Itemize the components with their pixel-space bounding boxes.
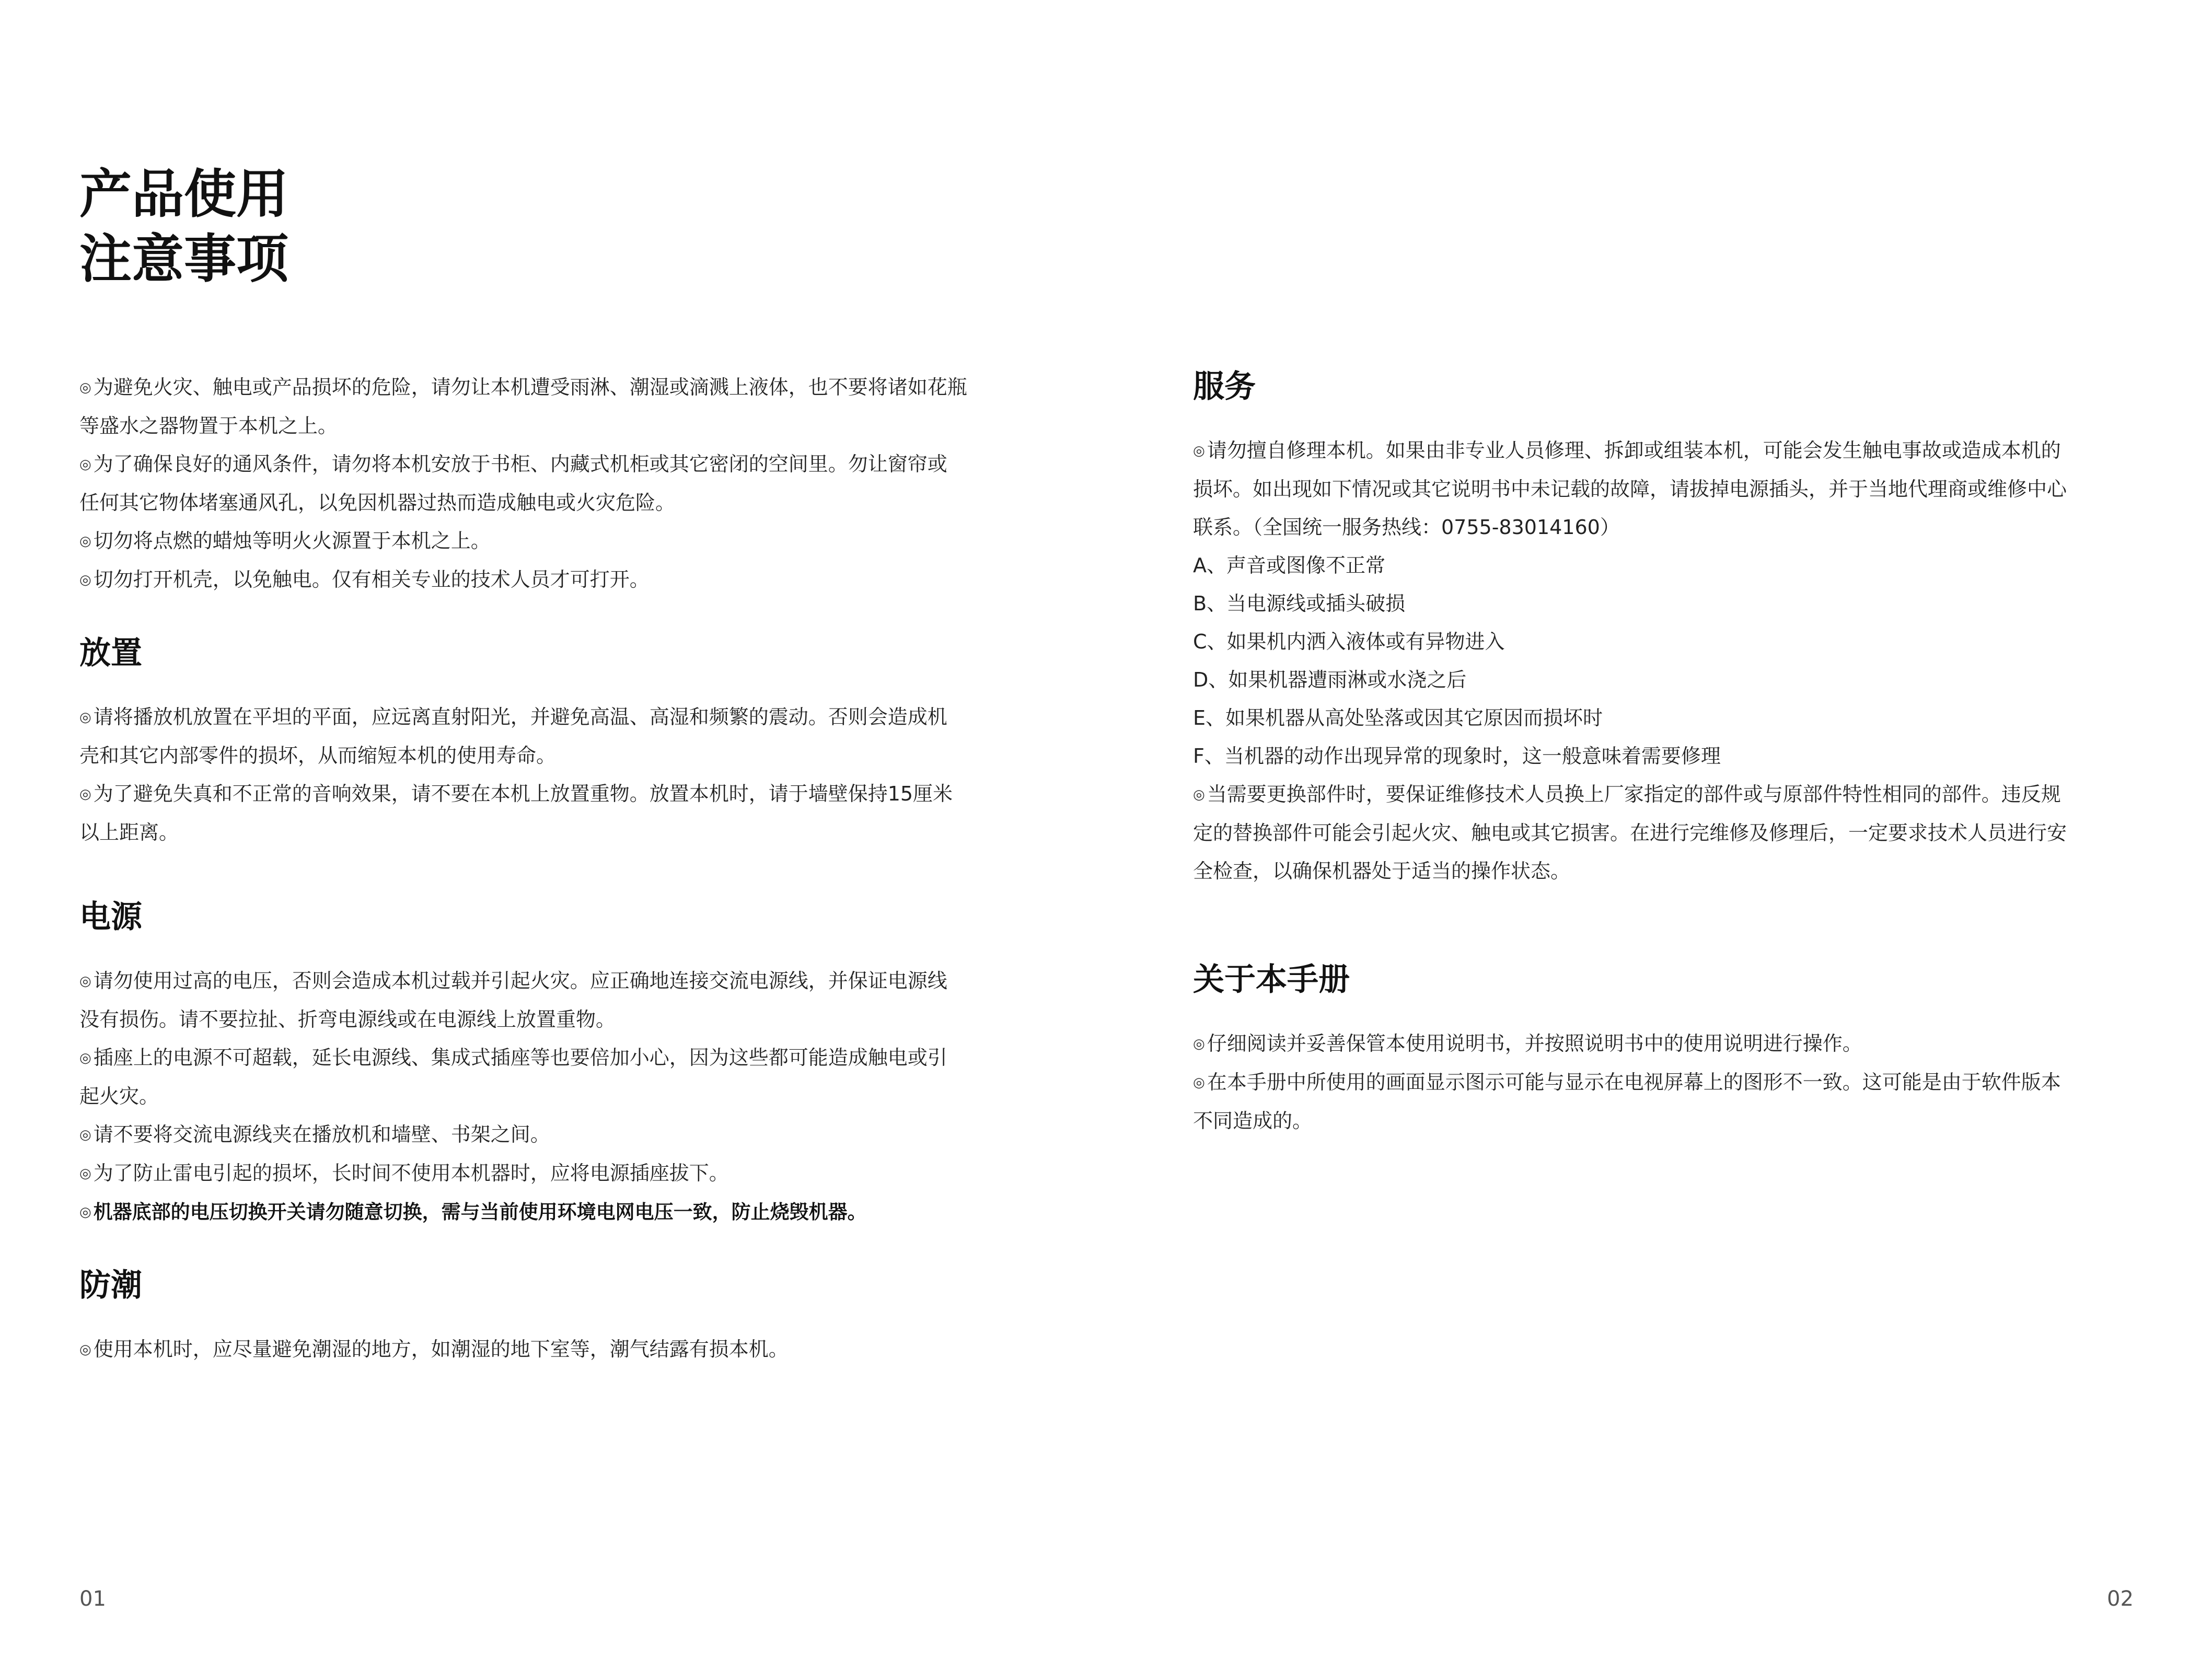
bullet-icon: ◎ <box>1193 443 1205 459</box>
bullet-icon: ◎ <box>79 710 91 725</box>
bullet-icon: ◎ <box>79 380 91 396</box>
service-list-item-d: D、如果机器遭雨淋或水浇之后 <box>1193 668 1467 691</box>
service-list-item-b: B、当电源线或插头破损 <box>1193 592 1406 615</box>
page-title-line-2: 注意事项 <box>79 228 288 289</box>
intro-item-3: ◎ 切勿将点燃的蜡烛等明火火源置于本机之上。 <box>79 529 491 552</box>
bullet-icon: ◎ <box>1193 1036 1205 1052</box>
page-title-line-1: 产品使用 <box>79 164 288 225</box>
service-intro: ◎ 请勿擅自修理本机。如果由非专业人员修理、拆卸或组装本机，可能会发生触电事故或造成本机的 损坏。如出现如下情况或其它说明书中未记载的故障，请拔掉电源插头，并于当地代理商或维修中心 联系。（全国统一服务热线：0755-83014160） <box>1193 439 2067 539</box>
manual-item-1: ◎ 仔细阅读并妥善保管本使用说明书，并按照说明书中的使用说明进行操作。 <box>1193 1032 1862 1055</box>
moisture-item-1: ◎ 使用本机时，应尽量避免潮湿的地方，如潮湿的地下室等，潮气结露有损本机。 <box>79 1338 789 1361</box>
page-title <box>79 162 550 292</box>
intro-item-2: ◎ 为了确保良好的通风条件，请勿将本机安放于书柜、内藏式机柜或其它密闭的空间里。勿让窗帘或 任何其它物体堵塞通风孔，以免因机器过热而造成触电或火灾危险。 <box>79 453 947 514</box>
service-heading: 服务 <box>1193 368 1256 405</box>
page-number-right: 02 <box>2107 1587 2134 1611</box>
placement-item-1: ◎ 请将播放机放置在平坦的平面，应远离直射阳光，并避免高温、高湿和频繁的震动。否则会造成机 壳和其它内部零件的损坏，从而缩短本机的使用寿命。 <box>79 705 947 767</box>
service-parts-note: ◎ 当需要更换部件时，要保证维修技术人员换上厂家指定的部件或与原部件特性相同的部件。违反规 定的替换部件可能会引起火灾、触电或其它损害。在进行完维修及修理后，一定要求技术人员进行安 全检查，以确保机器处于适当的操作状态。 <box>1193 783 2067 883</box>
power-heading: 电源 <box>79 899 142 935</box>
power-emphasis-note: ◎ 机器底部的电压切换开关请勿随意切换，需与当前使用环境电网电压一致，防止烧毁机器。 <box>79 1201 867 1223</box>
bullet-icon: ◎ <box>79 533 91 549</box>
bullet-icon: ◎ <box>79 1204 91 1220</box>
power-section <box>79 896 1046 1232</box>
power-item-4: ◎ 为了防止雷电引起的损坏，长时间不使用本机器时，应将电源插座拔下。 <box>79 1162 729 1185</box>
manual-section <box>1193 959 2160 1140</box>
page-number-left: 01 <box>79 1587 106 1611</box>
placement-section <box>79 632 1046 852</box>
bullet-icon: ◎ <box>79 1166 91 1181</box>
bullet-icon: ◎ <box>1193 1075 1205 1090</box>
service-list-item-a: A、声音或图像不正常 <box>1193 554 1385 577</box>
intro-section <box>79 368 1046 599</box>
power-item-3: ◎ 请不要将交流电源线夹在播放机和墙壁、书架之间。 <box>79 1123 550 1146</box>
bullet-icon: ◎ <box>79 973 91 989</box>
moisture-section <box>79 1264 1046 1369</box>
bullet-icon: ◎ <box>79 1127 91 1143</box>
intro-item-1: ◎ 为避免火灾、触电或产品损坏的危险，请勿让本机遭受雨淋、潮湿或滴溅上液体，也不要将诸如花瓶 等盛水之器物置于本机之上。 <box>79 376 967 437</box>
service-section <box>1193 366 2160 890</box>
placement-item-2: ◎ 为了避免失真和不正常的音响效果，请不要在本机上放置重物。放置本机时，请于墙壁保持15厘米 以上距离。 <box>79 782 953 844</box>
moisture-heading: 防潮 <box>79 1267 142 1304</box>
bullet-icon: ◎ <box>79 786 91 802</box>
power-item-2: ◎ 插座上的电源不可超载，延长电源线、集成式插座等也要倍加小心，因为这些都可能造成触电或引 起火灾。 <box>79 1046 947 1108</box>
bullet-icon: ◎ <box>79 572 91 588</box>
bullet-icon: ◎ <box>1193 787 1205 803</box>
service-list-item-f: F、当机器的动作出现异常的现象时，这一般意味着需要修理 <box>1193 745 1721 768</box>
power-item-1: ◎ 请勿使用过高的电压，否则会造成本机过载并引起火灾。应正确地连接交流电源线，并保证电源线 没有损伤。请不要拉扯、折弯电源线或在电源线上放置重物。 <box>79 969 947 1031</box>
bullet-icon: ◎ <box>79 457 91 472</box>
bullet-icon: ◎ <box>79 1342 91 1358</box>
placement-heading: 放置 <box>79 635 142 671</box>
bullet-icon: ◎ <box>79 1050 91 1066</box>
manual-heading: 关于本手册 <box>1193 961 1350 998</box>
manual-item-2: ◎ 在本手册中所使用的画面显示图示可能与显示在电视屏幕上的图形不一致。这可能是由于软件版本 不同造成的。 <box>1193 1071 2061 1132</box>
service-list-item-c: C、如果机内洒入液体或有异物进入 <box>1193 630 1505 653</box>
intro-item-4: ◎ 切勿打开机壳，以免触电。仅有相关专业的技术人员才可打开。 <box>79 568 650 591</box>
service-list-item-e: E、如果机器从高处坠落或因其它原因而损坏时 <box>1193 706 1603 729</box>
